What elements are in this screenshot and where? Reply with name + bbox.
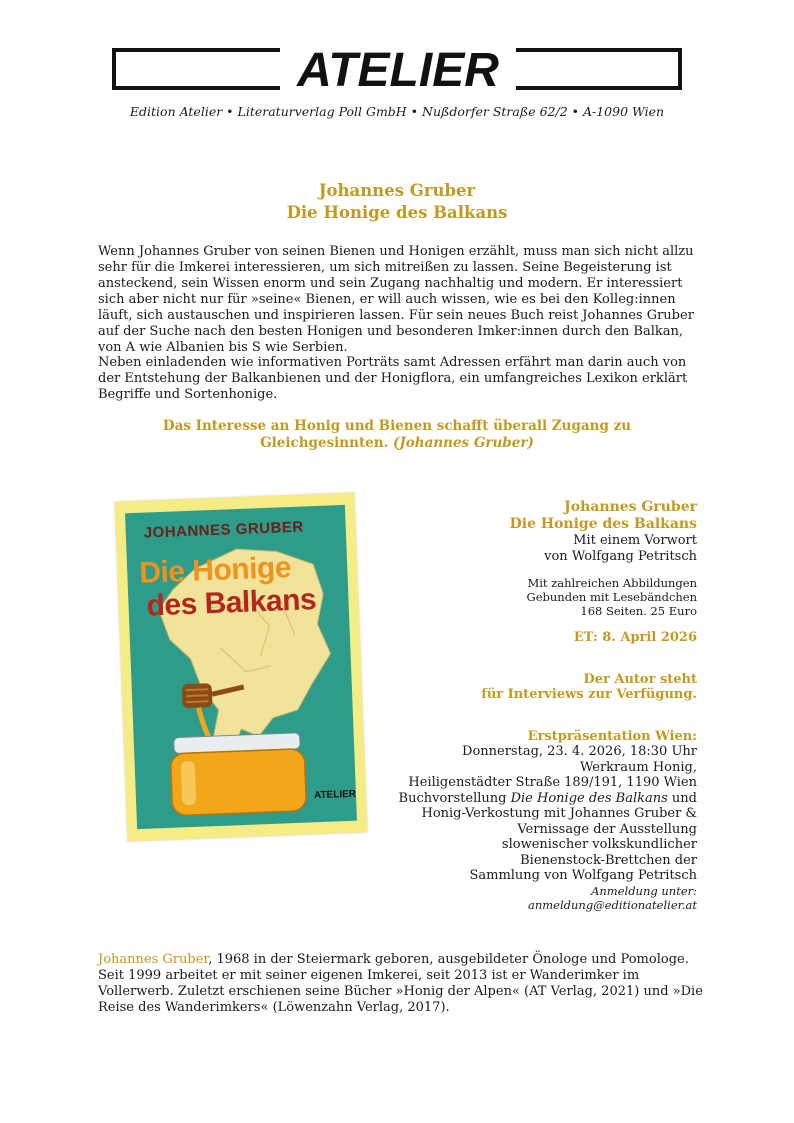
event-line: Sammlung von Wolfgang Petritsch xyxy=(469,868,697,883)
bio-name: Johannes Gruber xyxy=(98,952,209,967)
info-release-date: ET: 8. April 2026 xyxy=(573,630,697,645)
event-line: Donnerstag, 23. 4. 2026, 18:30 Uhr xyxy=(462,744,697,759)
info-foreword-2: von Wolfgang Petritsch xyxy=(544,548,697,564)
book-info xyxy=(367,499,697,912)
event-line: slowenischer volkskundlicher xyxy=(501,837,697,852)
cover-author: JOHANNES GRUBER xyxy=(143,518,305,542)
cover-publisher: ATELIER xyxy=(313,788,357,802)
logo-text: ATELIER xyxy=(297,44,499,94)
event-line: Honig-Verkostung mit Johannes Gruber & xyxy=(421,806,697,821)
registration-email[interactable]: anmeldung@editionatelier.at xyxy=(528,897,697,912)
info-detail: Gebunden mit Lesebändchen xyxy=(526,590,697,604)
info-interview-1: Der Autor steht xyxy=(583,671,697,687)
info-detail: Mit zahlreichen Abbildungen xyxy=(527,576,697,590)
event-line: Vernissage der Ausstellung xyxy=(517,821,697,837)
info-interview-2: für Interviews zur Verfügung. xyxy=(481,687,697,702)
info-foreword-1: Mit einem Vorwort xyxy=(573,533,697,548)
info-detail: 168 Seiten. 25 Euro xyxy=(580,604,697,618)
event-book-title: Die Honige des Balkans xyxy=(510,790,668,806)
event-presentation: Buchvorstellung Die Honige des Balkans und xyxy=(398,790,697,806)
cover-title-line-1: Die Honige xyxy=(138,551,292,590)
info-book-title: Die Honige des Balkans xyxy=(509,516,697,532)
title-author: Johannes Gruber xyxy=(318,181,476,200)
event-line: Heiligenstädter Straße 189/191, 1190 Wien xyxy=(408,775,697,790)
author-bio xyxy=(98,952,708,1016)
book-cover xyxy=(115,493,368,842)
title-block xyxy=(0,180,794,224)
description-paragraph-1: Wenn Johannes Gruber von seinen Bienen und Honigen erzählt, muss man sich nicht allzu sehr für die Imkerei interessieren, um sich mitreißen zu lassen. Seine Begeisterung ist ansteckend, sein Wissen enorm und sein Zugang nachhaltig und modern. Er interessiert sich aber nicht nur für »seine« Bienen, er will auch wissen, wie es bei den Kolleg:innen läuft, sich austauschen und inspirieren lassen. Für sein neues Buch reist Johannes Gruber auf der Suche nach den besten Honigen und besonderen Imker:innen durch den Balkan, von A wie Albanien bis S wie Serbien. xyxy=(98,244,694,355)
quote-text: Das Interesse an Honig und Bienen schafft überall Zugang zu Gleichgesinnten. xyxy=(162,418,632,451)
registration-label: Anmeldung unter: xyxy=(591,883,697,898)
description-paragraph-2: Neben einladenden wie informativen Porträts samt Adressen erfährt man darin auch von der Entstehung der Balkanbienen und der Honigflora, ein umfangreiches Lexikon erklärt Begriffe und Sortenhonige. xyxy=(98,355,688,402)
title-book: Die Honige des Balkans xyxy=(286,203,508,222)
event-heading: Erstpräsentation Wien: xyxy=(527,728,697,744)
author-quote xyxy=(150,418,644,452)
publisher-logo xyxy=(112,44,682,94)
event-line: Bienenstock-Brettchen der xyxy=(520,852,697,868)
info-author: Johannes Gruber xyxy=(564,499,697,515)
bio-text: , 1968 in der Steiermark geboren, ausgebildeter Önologe und Pomologe. Seit 1999 arbeitet er mit seiner eigenen Imkerei, seit 2013 ist er Wanderimker im Vollerwerb. Zuletzt erschienen seine Bücher »Honig der Alpen« (AT Verlag, 2021) und »Die Reise des Wanderimkers« (Löwenzahn Verlag, 2017). xyxy=(98,952,703,1015)
publisher-address: Edition Atelier • Literaturverlag Poll GmbH • Nußdorfer Straße 62/2 • A-1090 Wien xyxy=(129,104,665,119)
cover-title-line-2: des Balkans xyxy=(145,583,317,623)
event-line: Werkraum Honig, xyxy=(579,759,697,775)
quote-attribution: (Johannes Gruber) xyxy=(392,435,534,451)
